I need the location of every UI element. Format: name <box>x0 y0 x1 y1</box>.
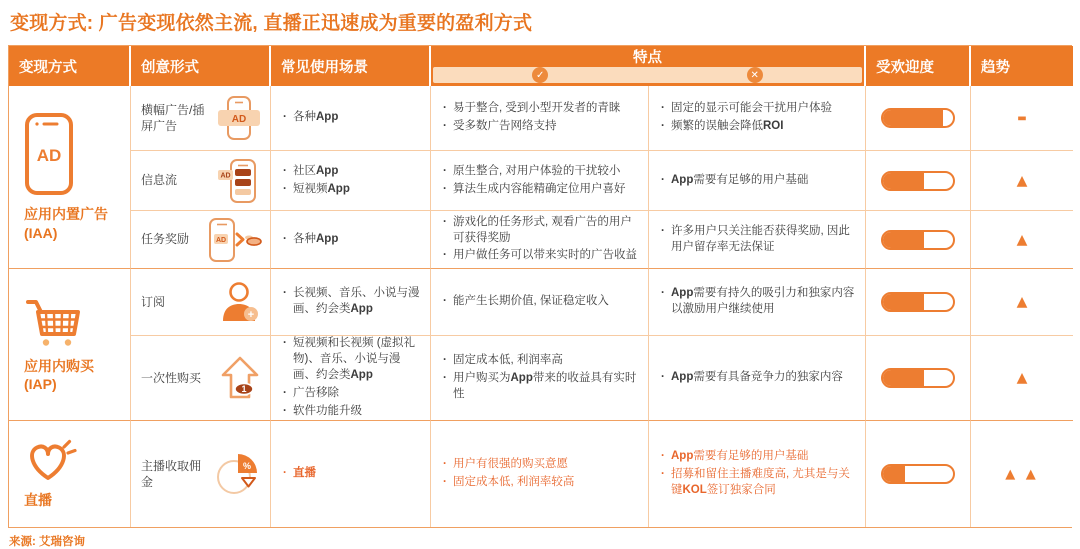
popularity-bar <box>881 464 955 484</box>
svg-text:AD: AD <box>220 172 231 179</box>
col-header-features <box>431 46 866 86</box>
trend-cell <box>971 421 1073 527</box>
popularity-bar <box>881 292 955 312</box>
trend-cell <box>971 151 1073 211</box>
row-creative <box>131 211 271 269</box>
popularity-bar <box>881 230 955 250</box>
row-scenarios <box>271 336 431 421</box>
row-cons <box>649 211 866 269</box>
popularity-cell <box>866 269 971 336</box>
con-item: · App需要有足够的用户基础 <box>659 173 855 189</box>
scenario-item: · 长视频、音乐、小说与漫画、约会类App <box>281 286 420 318</box>
section-label: 应用内置广告 (IAA) <box>24 206 108 241</box>
heart-icon <box>24 438 78 482</box>
row-creative <box>131 269 271 336</box>
svg-text:%: % <box>242 461 252 471</box>
svg-text:1: 1 <box>241 384 247 395</box>
row-scenarios <box>271 86 431 151</box>
features-header-label: 特点 <box>633 50 662 66</box>
svg-text:AD: AD <box>215 236 227 244</box>
pro-item: · 易于整合, 受到小型开发者的青睐 <box>441 101 638 117</box>
pro-item: · 用户有很强的购买意愿 <box>441 457 638 473</box>
cart-icon <box>24 296 82 348</box>
row-cons <box>649 151 866 211</box>
trend-cell <box>971 336 1073 421</box>
section-live <box>9 421 131 527</box>
scenario-item: · 短视频和长视频 (虚拟礼物)、音乐、小说与漫画、约会类App <box>281 336 420 384</box>
col-header-method: 变现方式 <box>9 46 131 86</box>
trend-double-up-icon: ▲ ▲ <box>1005 466 1039 482</box>
popularity-bar <box>881 171 955 191</box>
trend-up-icon: ▲ <box>1016 172 1028 189</box>
one-time-purchase-icon <box>218 355 262 401</box>
row-pros <box>431 86 649 151</box>
pro-item: · 固定成本低, 利润率较高 <box>441 475 638 491</box>
scenario-item: · 社区App <box>281 164 420 180</box>
cons-subheader <box>648 67 863 83</box>
section-iap <box>9 269 131 421</box>
row-pros <box>431 269 649 336</box>
row-creative <box>131 336 271 421</box>
trend-flat-icon: ▬ <box>1017 112 1027 124</box>
col-header-popularity: 受欢迎度 <box>866 46 971 86</box>
popularity-bar <box>881 108 955 128</box>
feed-ad-icon <box>216 158 262 204</box>
task-reward-icon <box>206 217 262 263</box>
col-header-creative: 创意形式 <box>131 46 271 86</box>
creative-label: 横幅广告/插屏广告 <box>141 102 205 133</box>
commission-pie-icon <box>214 450 262 498</box>
pro-item: · 固定成本低, 利润率高 <box>441 353 638 369</box>
creative-label: 主播收取佣金 <box>141 458 202 489</box>
section-label: 应用内购买 (IAP) <box>24 357 94 392</box>
row-pros <box>431 421 649 527</box>
scenario-item: · 各种App <box>281 110 420 126</box>
pro-item: · 用户做任务可以带来实时的广告收益 <box>441 248 638 264</box>
section-iaa <box>9 86 131 269</box>
trend-cell <box>971 86 1073 151</box>
con-item: · App需要有足够的用户基础 <box>659 449 855 465</box>
svg-text:AD: AD <box>231 114 247 125</box>
popularity-cell <box>866 421 971 527</box>
scenario-item: · 广告移除 <box>281 386 420 402</box>
cross-icon: ✕ <box>747 67 763 83</box>
row-cons <box>649 86 866 151</box>
con-item: · App需要有具备竞争力的独家内容 <box>659 370 855 386</box>
popularity-bar <box>881 368 955 388</box>
trend-cell <box>971 211 1073 269</box>
row-cons <box>649 421 866 527</box>
pro-item: · 能产生长期价值, 保证稳定收入 <box>441 294 638 310</box>
col-header-scenario: 常见使用场景 <box>271 46 431 86</box>
popularity-cell <box>866 151 971 211</box>
creative-label: 订阅 <box>141 294 166 309</box>
creative-label: 一次性购买 <box>141 370 202 385</box>
features-subheader <box>433 67 862 83</box>
row-cons <box>649 269 866 336</box>
trend-up-icon: ▲ <box>1016 294 1028 310</box>
con-item: · 招募和留住主播难度高, 尤其是与关键KOL签订独家合同 <box>659 467 855 499</box>
monetization-table <box>8 45 1072 528</box>
creative-label: 任务奖励 <box>141 232 190 247</box>
row-scenarios <box>271 269 431 336</box>
svg-text:+: + <box>247 309 255 321</box>
scenario-item: · 直播 <box>281 466 420 482</box>
source-note: 来源: 艾瑞咨询 <box>9 536 86 548</box>
row-creative <box>131 421 271 527</box>
row-creative <box>131 86 271 151</box>
pro-item: · 受多数广告网络支持 <box>441 119 638 135</box>
trend-up-icon: ▲ <box>1016 231 1028 248</box>
row-scenarios <box>271 151 431 211</box>
scenario-item: · 短视频App <box>281 182 420 198</box>
con-item: · 许多用户只关注能否获得奖励, 因此用户留存率无法保证 <box>659 224 855 256</box>
row-pros <box>431 211 649 269</box>
banner-ad-icon <box>216 95 262 141</box>
con-item: · 频繁的误触会降低ROI <box>659 119 855 135</box>
col-header-trend: 趋势 <box>971 46 1073 86</box>
pro-item: · 原生整合, 对用户体验的干扰较小 <box>441 164 638 180</box>
section-label: 直播 <box>24 492 52 509</box>
svg-text:AD: AD <box>36 146 62 166</box>
pro-item: · 游戏化的任务形式, 观看广告的用户可获得奖励 <box>441 215 638 247</box>
subscription-icon <box>218 280 262 324</box>
page-title: 变现方式: 广告变现依然主流, 直播正迅速成为重要的盈利方式 <box>10 13 533 34</box>
trend-up-icon: ▲ <box>1016 370 1028 386</box>
phone-ad-icon <box>24 112 74 196</box>
popularity-cell <box>866 211 971 269</box>
scenario-item: · 各种App <box>281 232 420 248</box>
pro-item: · 用户购买为App带来的收益具有实时性 <box>441 371 638 403</box>
popularity-cell <box>866 336 971 421</box>
pro-item: · 算法生成内容能精确定位用户喜好 <box>441 182 638 198</box>
con-item: · App需要有持久的吸引力和独家内容以激励用户继续使用 <box>659 286 855 318</box>
scenario-item: · 软件功能升级 <box>281 404 420 420</box>
row-creative <box>131 151 271 211</box>
row-scenarios <box>271 421 431 527</box>
pros-subheader <box>433 67 648 83</box>
check-icon: ✓ <box>532 67 548 83</box>
popularity-cell <box>866 86 971 151</box>
row-cons <box>649 336 866 421</box>
row-pros <box>431 336 649 421</box>
con-item: · 固定的显示可能会干扰用户体验 <box>659 101 855 117</box>
creative-label: 信息流 <box>141 173 178 188</box>
row-scenarios <box>271 211 431 269</box>
trend-cell <box>971 269 1073 336</box>
row-pros <box>431 151 649 211</box>
